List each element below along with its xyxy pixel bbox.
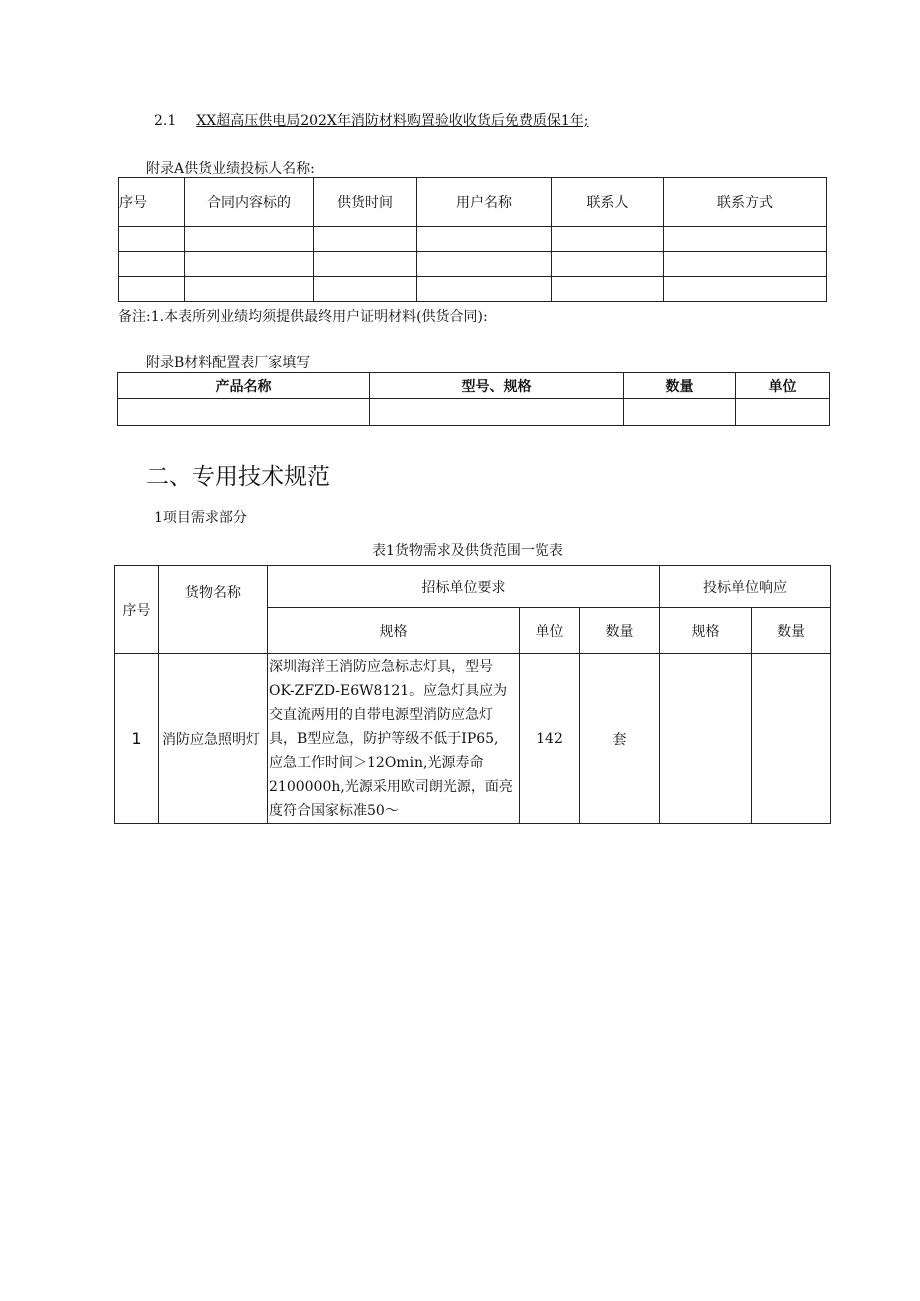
row-goods-name: 消防应急照明灯: [159, 654, 268, 824]
header-cell: 单位: [736, 373, 830, 399]
header-name: 货物名称: [159, 566, 268, 654]
clause-number: 2.1: [154, 113, 177, 129]
empty-cell[interactable]: [314, 277, 417, 302]
header-cell: 产品名称: [118, 373, 370, 399]
warranty-clause: [154, 110, 589, 130]
row-qty: 套: [580, 654, 660, 824]
appendix-b-table: [117, 372, 830, 426]
empty-cell[interactable]: [314, 252, 417, 277]
section-title: 二、专用技术规范: [146, 464, 330, 490]
table-header-row: [115, 566, 831, 608]
empty-cell[interactable]: [119, 227, 185, 252]
spec-line: 深圳海洋王消防应急标志灯具，型号: [269, 659, 493, 675]
appendix-a-table: [118, 177, 827, 302]
empty-cell[interactable]: [664, 252, 827, 277]
empty-cell[interactable]: [119, 277, 185, 302]
empty-cell[interactable]: [417, 227, 552, 252]
header-bidder-requirements: 招标单位要求: [268, 566, 660, 608]
appendix-a-note: 备注:1.本表所列业绩均须提供最终用户证明材料(供货合同):: [118, 309, 488, 325]
table-row: [119, 252, 827, 277]
spec-line: 具，B型应急，防护等级不低于IP65,: [269, 731, 499, 747]
table-caption: 表1货物需求及供货范围一览表: [372, 543, 563, 559]
header-cell: 数量: [624, 373, 736, 399]
header-seq: 序号: [115, 566, 159, 654]
empty-cell[interactable]: [185, 277, 314, 302]
empty-cell[interactable]: [185, 227, 314, 252]
empty-cell[interactable]: [664, 227, 827, 252]
empty-cell[interactable]: [664, 277, 827, 302]
table-row: [118, 399, 830, 426]
spec-line: 应急工作时间＞12Omin,光源寿命: [269, 755, 484, 771]
row-resp-spec[interactable]: [660, 654, 752, 824]
empty-cell[interactable]: [736, 399, 830, 426]
header-cell: 联系人: [552, 178, 664, 227]
row-spec: [268, 654, 520, 824]
goods-demand-table: [114, 565, 831, 824]
row-seq: 1: [115, 654, 159, 824]
spec-line: 度符合国家标准50～: [269, 803, 399, 819]
empty-cell[interactable]: [552, 252, 664, 277]
empty-cell[interactable]: [185, 252, 314, 277]
table-row: [115, 654, 831, 824]
empty-cell[interactable]: [314, 227, 417, 252]
row-unit: 142: [520, 654, 580, 824]
empty-cell[interactable]: [370, 399, 624, 426]
empty-cell[interactable]: [119, 252, 185, 277]
empty-cell[interactable]: [417, 277, 552, 302]
spec-line: OK-ZFZD-E6W8121。应急灯具应为: [269, 683, 508, 699]
appendix-a-caption: 附录A供货业绩投标人名称:: [146, 161, 315, 177]
header-spec: 规格: [268, 608, 520, 654]
empty-cell[interactable]: [417, 252, 552, 277]
header-cell: 用户名称: [417, 178, 552, 227]
header-unit: 单位: [520, 608, 580, 654]
clause-text: XX超高压供电局202X年消防材料购置验收收货后免费质保1年;: [196, 113, 589, 129]
empty-cell[interactable]: [624, 399, 736, 426]
table-row: [119, 277, 827, 302]
spec-line: 2100000h,光源采用欧司朗光源，面亮: [269, 779, 513, 795]
empty-cell[interactable]: [552, 227, 664, 252]
header-cell: 序号: [119, 178, 185, 227]
table-header-row: [118, 373, 830, 399]
header-cell: 合同内容标的: [185, 178, 314, 227]
header-resp-qty: 数量: [752, 608, 831, 654]
header-qty: 数量: [580, 608, 660, 654]
header-cell: 供货时间: [314, 178, 417, 227]
table-header-row: [119, 178, 827, 227]
header-cell: 型号、规格: [370, 373, 624, 399]
header-bidder-response: 投标单位响应: [660, 566, 831, 608]
header-resp-spec: 规格: [660, 608, 752, 654]
empty-cell[interactable]: [118, 399, 370, 426]
spec-line: 交直流两用的自带电源型消防应急灯: [269, 707, 493, 723]
table-row: [119, 227, 827, 252]
appendix-b-caption: 附录B材料配置表厂家填写: [146, 355, 311, 371]
subheading: 1项目需求部分: [154, 510, 247, 526]
header-cell: 联系方式: [664, 178, 827, 227]
row-resp-qty[interactable]: [752, 654, 831, 824]
empty-cell[interactable]: [552, 277, 664, 302]
